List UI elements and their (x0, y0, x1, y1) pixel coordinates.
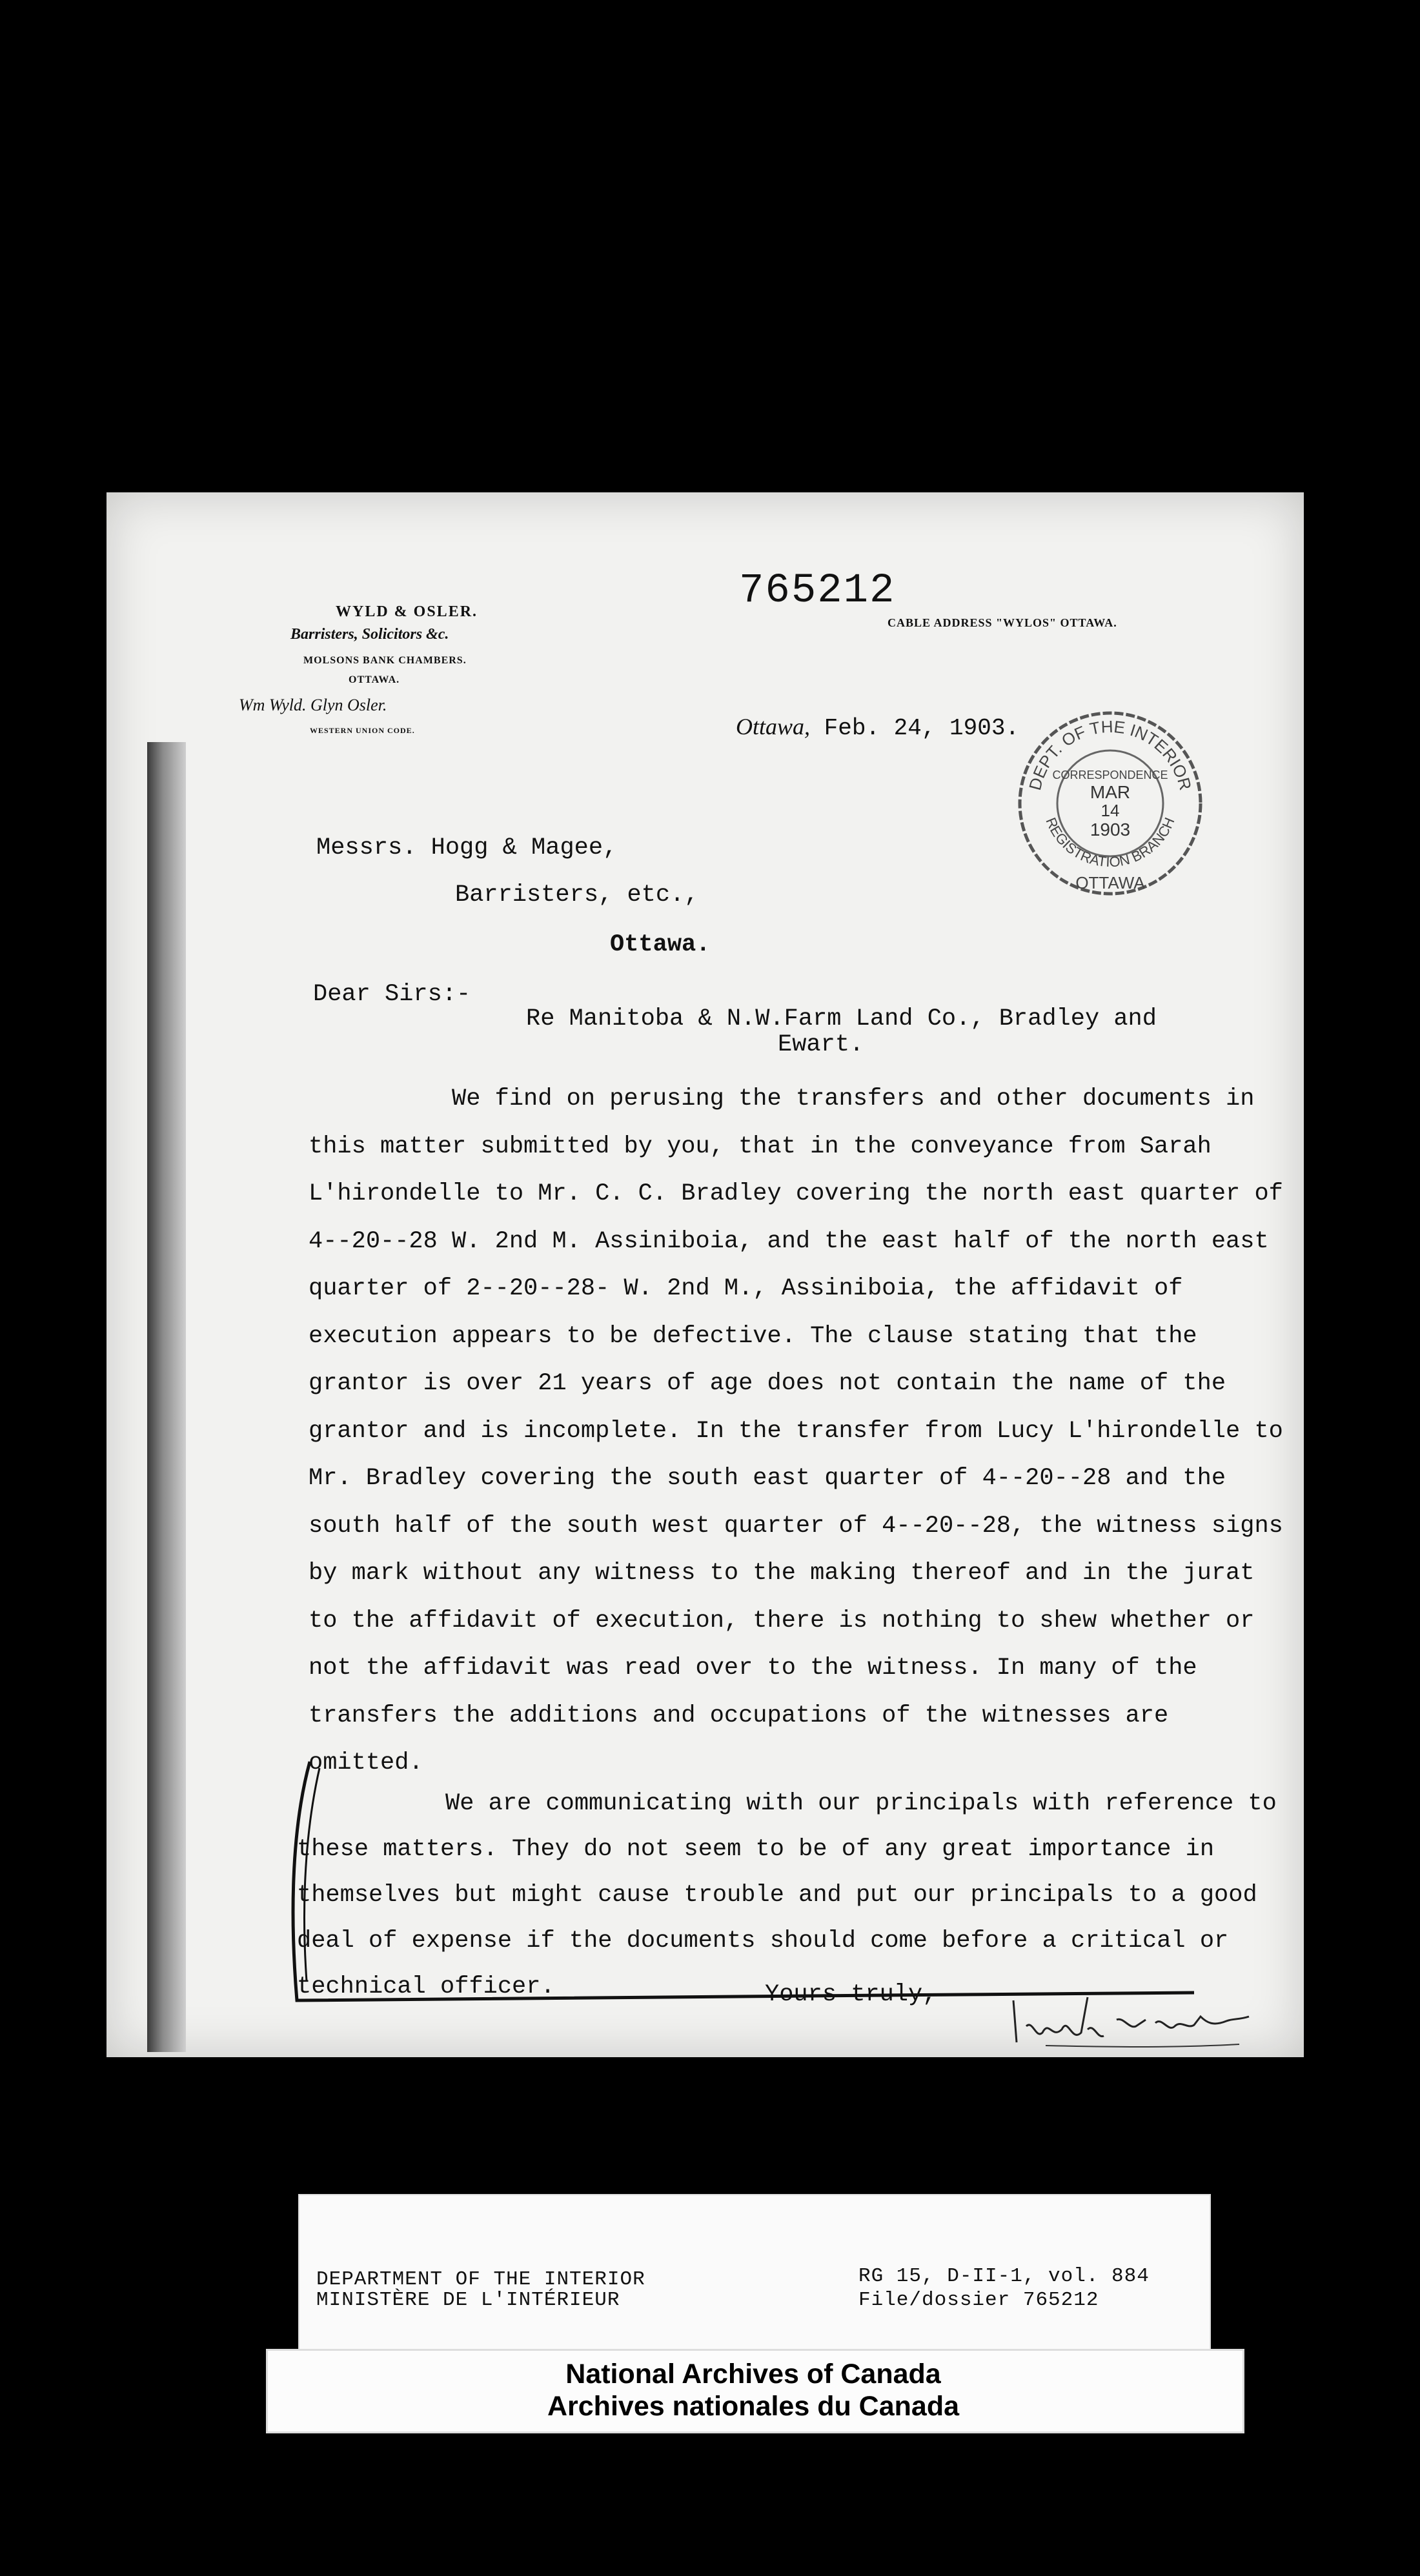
archive-volume-reference: RG 15, D-II-1, vol. 884 (858, 2265, 1150, 2288)
department-name-french: MINISTÈRE DE L'INTÉRIEUR (316, 2289, 620, 2311)
body-paragraph-2 (297, 1781, 1278, 2010)
date-place: Ottawa, (736, 714, 811, 740)
body-paragraph-1 (309, 1076, 1283, 1787)
salutation: Dear Sirs:- (313, 981, 471, 1008)
letterhead-firm-name: WYLD & OSLER. (336, 603, 478, 620)
stamp-sub: CORRESPONDENCE (1052, 769, 1168, 781)
cable-address: CABLE ADDRESS "WYLOS" OTTAWA. (888, 616, 1117, 629)
subject-line: Re Manitoba & N.W.Farm Land Co., Bradley and (526, 1005, 1157, 1032)
letterhead-practice: Barristers, Solicitors &c. (290, 626, 449, 643)
received-stamp (1010, 707, 1210, 900)
addressee-name: Messrs. Hogg & Magee, (316, 834, 618, 861)
stamp-day: 14 (1100, 801, 1120, 820)
handwritten-signature (1007, 1981, 1252, 2058)
addressee-city: Ottawa. (610, 931, 711, 958)
stamp-month: MAR (1090, 782, 1131, 802)
date-text: Feb. 24, 1903. (824, 715, 1020, 741)
letterhead-partners: Wm Wyld. Glyn Osler. (239, 696, 387, 714)
archive-file-reference: File/dossier 765212 (858, 2289, 1099, 2311)
file-number: 765212 (739, 568, 896, 614)
letterhead-city: OTTAWA. (349, 674, 400, 685)
stamp-branch: REGISTRATION BRANCH (1042, 815, 1178, 870)
body-paragraph-2-text: We are communicating with our principals with reference to these matters. They do not seem to be of any great importance in themselves but might cause trouble and put our principals to a good deal of expense if the documents should come before a critical or technical officer. (297, 1790, 1277, 2000)
subject-line-continued: Ewart. (778, 1031, 864, 1058)
stamp-city: OTTAWA (1075, 873, 1145, 892)
date-line (736, 713, 1019, 741)
addressee-title: Barristers, etc., (455, 881, 699, 909)
archives-name-french: Archives nationales du Canada (547, 2391, 960, 2422)
letterhead-chambers: MOLSONS BANK CHAMBERS. (303, 655, 467, 666)
stamp-year: 1903 (1090, 820, 1131, 840)
stamp-dept: DEPT. OF THE INTERIOR (1025, 716, 1195, 792)
department-name-english: DEPARTMENT OF THE INTERIOR (316, 2268, 645, 2291)
letterhead-code: WESTERN UNION CODE. (310, 726, 415, 735)
page-fold-edge (147, 742, 186, 2052)
closing: Yours truly, (765, 1981, 937, 2008)
archives-name-english: National Archives of Canada (565, 2359, 941, 2390)
body-paragraph-1-text: We find on perusing the transfers and other documents in this matter submitted by you, that in the conveyance from Sarah L'hirondelle to Mr. C. C. Bradley covering the north east quarter of 4--20--28 W. 2nd M. Assiniboia, and the east half of the north east quarter of 2--20--28- W. 2nd M., Assiniboia, the affidavit of execution appears to be defective. The clause stating that the grantor is over 21 years of age does not contain the name of the grantor and is incomplete. In the transfer from Lucy L'hirondelle to Mr. Bradley covering the south east quarter of 4--20--28 and the south half of the south west quarter of 4--20--28, the witness signs by mark without any witness to the making thereof and in the jurat to the affidavit of execution, there is nothing to shew whether or not the affidavit was read over to the witness. In many of the transfers the additions and occupations of the witnesses are omitted. (309, 1085, 1283, 1776)
